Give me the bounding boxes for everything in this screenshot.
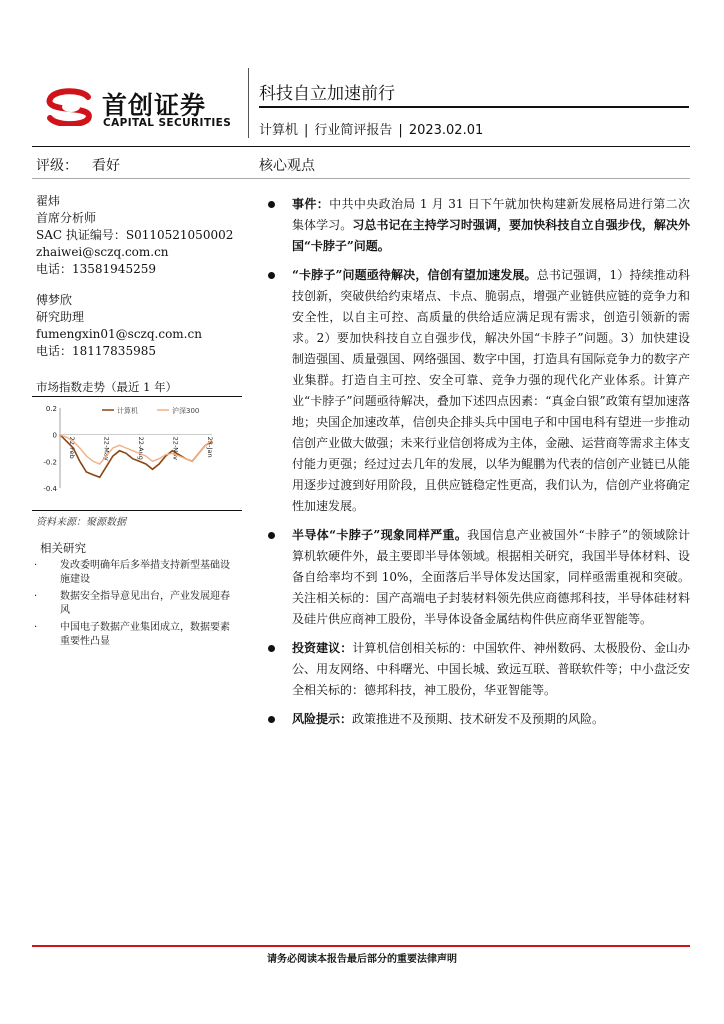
x-tick-label: 22-Feb xyxy=(68,436,76,459)
report-title: 科技自立加速前行 xyxy=(259,84,395,104)
capital-securities-logo-icon xyxy=(44,88,98,126)
y-tick-label: -0.2 xyxy=(43,458,57,467)
y-tick-label: 0 xyxy=(52,431,57,440)
analyst-email: zhaiwei@sczq.com.cn xyxy=(36,245,169,259)
analyst-block-1 xyxy=(36,193,233,278)
core-views-body xyxy=(268,194,690,738)
header-bottom-rule xyxy=(32,146,690,147)
footer-rule xyxy=(32,945,690,947)
rating-label: 评级： xyxy=(36,158,78,174)
report-type: 行业简评报告 xyxy=(314,123,393,138)
legend-label: 计算机 xyxy=(117,407,138,415)
analyst-name: 傅梦欣 xyxy=(36,293,73,307)
related-research-item[interactable]: · 中国电子数据产业集团成立，数据要素重要性凸显 xyxy=(34,622,230,647)
core-point-semiconductor: 半导体“卡脖子”现象同样严重。我国信息产业被国外“卡脖子”的领域除计算机软硬件外，最主要即半导体领域。根据相关研究，我国半导体材料、设备自给率均不到 10%，全面落后半导体发达国家，同样亟需重视和突破。关注相关标的：国产高端电子封装材料领先供应商德邦科技，半导体硅材料及硅片供应商神工股份，半导体设备金属结构件供应商华亚智能等。 xyxy=(268,525,690,630)
bullet-dot-icon xyxy=(268,645,275,652)
analyst-license: SAC 执证编号：S0110521050002 xyxy=(36,228,234,242)
chart-source: 资料来源：聚源数据 xyxy=(36,517,126,528)
bullet-dot-icon xyxy=(268,272,275,279)
legal-notice: 请务必阅读本报告最后部分的重要法律声明 xyxy=(267,954,457,965)
analyst-phone: 电话：13581945259 xyxy=(36,262,156,276)
bullet-dot-icon xyxy=(268,201,275,208)
analyst-name: 翟炜 xyxy=(36,194,61,208)
x-tick-label: 22-Aug xyxy=(137,436,145,460)
core-point-risk: 风险提示：政策推进不及预期、技术研发不及预期的风险。 xyxy=(268,709,690,730)
chart-top-rule xyxy=(32,396,242,397)
core-point-investment: 投资建议：计算机信创相关标的：中国软件、神州数码、太极股份、金山办公、用友网络、中科曙光、中国长城、致远互联、普联软件等；中小盘泛安全相关标的：德邦科技，神工股份，华亚智能等。 xyxy=(268,638,690,701)
analyst-title: 首席分析师 xyxy=(36,211,97,225)
report-meta: 计算机 | 行业简评报告 | 2023.02.01 xyxy=(259,123,484,138)
series-line-computer xyxy=(60,435,212,478)
chart-title: 市场指数走势（最近 1 年） xyxy=(36,380,178,394)
rating xyxy=(36,155,120,175)
y-tick-label: -0.4 xyxy=(43,485,57,493)
industry: 计算机 xyxy=(259,123,299,138)
x-tick-label: 23-Jan xyxy=(206,436,214,458)
header-divider xyxy=(248,68,249,138)
analyst-title: 研究助理 xyxy=(36,310,85,324)
x-tick-label: 22-May xyxy=(102,436,111,461)
rating-value: 看好 xyxy=(92,158,120,174)
analyst-block-2 xyxy=(36,292,202,360)
x-tick-label: 22-Nov xyxy=(171,436,180,460)
legend-label: 沪深300 xyxy=(172,407,200,415)
brand-name-en: CAPITAL SECURITIES xyxy=(103,117,232,129)
core-views-title: 核心观点 xyxy=(259,158,315,174)
report-date: 2023.02.01 xyxy=(408,123,484,138)
core-point-xinchuang: “卡脖子”问题亟待解决，信创有望加速发展。总书记强调，1）持续推动科技创新，突破供给约束堵点、卡点、脆弱点，增强产业链供应链的竞争力和安全性，以自主可控、高质量的供给适应满足现有需求，创造引领新的需求。2）要加快科技自立自强步伐，解决外国“卡脖子”问题。3）加快建设制造强国、质量强国、网络强国、数字中国，打造具有国际竞争力的数字产业集群。打造自主可控、安全可靠、竞争力强的现代化产业体系。计算产业“卡脖子”问题亟待解决，叠加下述四点因素：“真金白银”政策有望加速落地；央国企加速改革，信创央企排头兵中国电子和中国电科有望进一步推动信创产业做大做强；未来行业信创将成为主体，金融、运营商等需求主体支付能力更强；经过过去几年的发展，以华为鲲鹏为代表的信创产业链已从能用逐步过渡到好用阶段，且供应链稳定性更高，我们认为，信创产业将确定性加速发展。 xyxy=(268,265,690,517)
related-research-item[interactable]: · 数据安全指导意见出台，产业发展迎春风 xyxy=(34,591,230,616)
analyst-phone: 电话：18117835985 xyxy=(36,344,156,358)
analyst-email: fumengxin01@sczq.com.cn xyxy=(36,327,202,341)
y-tick-label: 0.2 xyxy=(45,405,57,413)
related-research-title: 相关研究 xyxy=(40,541,86,555)
market-index-chart xyxy=(32,398,242,508)
core-point-event: 事件：中共中央政治局 1 月 31 日下午就加快构建新发展格局进行第二次集体学习。习总书记在主持学习时强调，要加快科技自立自强步伐，解决外国“卡脖子”问题。 xyxy=(268,194,690,257)
related-research-item[interactable]: · 发改委明确年后多举措支持新型基础设施建设 xyxy=(34,560,230,585)
related-research-list xyxy=(34,559,234,652)
bullet-dot-icon xyxy=(268,716,275,723)
chart-bottom-rule xyxy=(32,510,242,511)
brand-name-cn: 首创证券 xyxy=(102,91,207,120)
bullet-dot-icon xyxy=(268,532,275,539)
section-rule xyxy=(32,178,690,179)
title-rule xyxy=(259,106,689,108)
